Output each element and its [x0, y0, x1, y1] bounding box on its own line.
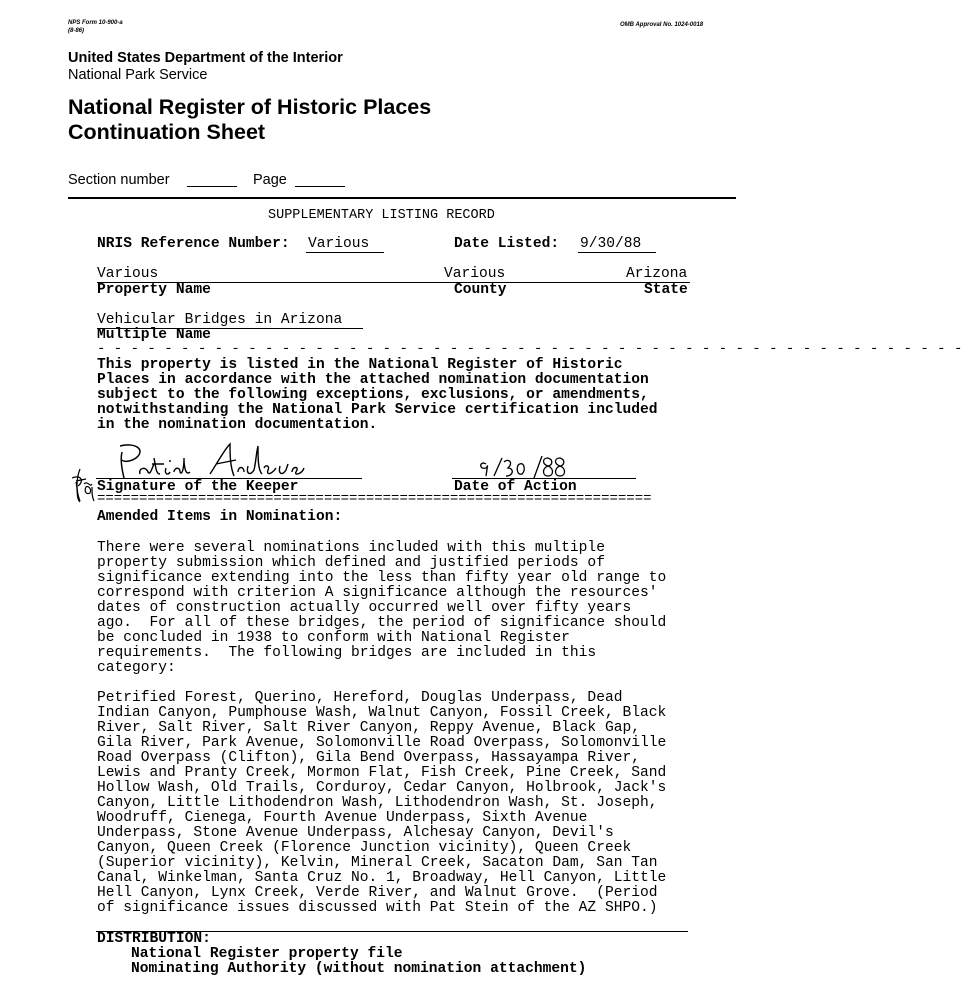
- multiple-name-value: Vehicular Bridges in Arizona: [97, 312, 343, 328]
- amended-line: There were several nominations included with this multiple: [97, 540, 605, 556]
- amended-line: property submission which defined and justified periods of: [97, 555, 605, 571]
- bridge-list-line: Canal, Winkelman, Santa Cruz No. 1, Broadway, Hell Canyon, Little: [97, 870, 667, 886]
- double-rule: ==================================================================: [97, 491, 652, 507]
- page-line: [295, 186, 345, 187]
- amended-line: significance extending into the less than fifty year old range to: [97, 570, 667, 586]
- county-value: Various: [444, 266, 506, 282]
- amended-line: requirements. The following bridges are included in this: [97, 645, 597, 661]
- header-rule: [68, 197, 736, 199]
- amended-heading: Amended Items in Nomination:: [97, 509, 343, 525]
- nris-underline: [306, 252, 384, 253]
- certification-line: notwithstanding the National Park Service certification included: [97, 402, 658, 418]
- distribution-heading: DISTRIBUTION:: [97, 931, 211, 947]
- state-value: Arizona: [626, 266, 688, 282]
- page-title: National Register of Historic Places: [68, 95, 432, 119]
- omb-approval: OMB Approval No. 1024-0018: [620, 22, 704, 28]
- for-mark: [72, 465, 96, 505]
- certification-line: This property is listed in the National Register of Historic: [97, 357, 623, 373]
- certification-line: subject to the following exceptions, exclusions, or amendments,: [97, 387, 649, 403]
- property-name-value: Various: [97, 266, 159, 282]
- date-of-action-label: Date of Action: [454, 479, 577, 495]
- bridge-list-line: of significance issues discussed with Pat Stein of the AZ SHPO.): [97, 900, 658, 916]
- record-heading: SUPPLEMENTARY LISTING RECORD: [268, 208, 495, 223]
- amended-line: category:: [97, 660, 176, 676]
- amended-line: correspond with criterion A significance although the resources': [97, 585, 658, 601]
- bridge-list-line: Woodruff, Cienega, Fourth Avenue Underpass, Sixth Avenue: [97, 810, 588, 826]
- multiple-name-label: Multiple Name: [97, 327, 211, 343]
- county-label: County: [454, 282, 507, 298]
- date-listed-label: Date Listed:: [454, 236, 560, 252]
- form-number: NPS Form 10-900-a: [68, 20, 123, 26]
- bridge-list-line: Gila River, Park Avenue, Solomonville Road Overpass, Solomonville: [97, 735, 667, 751]
- dashed-rule: - - - - - - - - - - - - - - - - - - - - - - - - - - - - - - - - - - - - - - - - - - - - - - - - - - - -: [97, 341, 962, 357]
- section-number-line: [187, 186, 237, 187]
- state-label: State: [644, 282, 688, 298]
- bridge-list-line: Canyon, Little Lithodendron Wash, Lithodendron Wash, St. Joseph,: [97, 795, 658, 811]
- bridge-list-line: Hollow Wash, Old Trails, Corduroy, Cedar Canyon, Holbrook, Jack's: [97, 780, 667, 796]
- bridge-list-line: River, Salt River, Salt River Canyon, Reppy Avenue, Black Gap,: [97, 720, 640, 736]
- certification-line: in the nomination documentation.: [97, 417, 378, 433]
- section-number-label: Section number: [68, 172, 170, 188]
- department-name: United States Department of the Interior: [68, 50, 343, 66]
- bridge-list-line: Road Overpass (Clifton), Gila Bend Overpass, Hassayampa River,: [97, 750, 640, 766]
- bridge-list-line: (Superior vicinity), Kelvin, Mineral Creek, Sacaton Dam, San Tan: [97, 855, 658, 871]
- nris-label: NRIS Reference Number:: [97, 236, 290, 252]
- signature-label: Signature of the Keeper: [97, 479, 299, 495]
- property-name-label: Property Name: [97, 282, 211, 298]
- distribution-item: Nominating Authority (without nomination attachment): [131, 961, 587, 977]
- amended-line: be concluded in 1938 to conform with National Register: [97, 630, 570, 646]
- bridge-list-line: Underpass, Stone Avenue Underpass, Alchesay Canyon, Devil's: [97, 825, 614, 841]
- certification-line: Places in accordance with the attached nomination documentation: [97, 372, 649, 388]
- form-date: (8-86): [68, 28, 85, 34]
- bridge-list-line: Petrified Forest, Querino, Hereford, Douglas Underpass, Dead: [97, 690, 623, 706]
- distribution-item: National Register property file: [131, 946, 403, 962]
- amended-line: dates of construction actually occurred well over fifty years: [97, 600, 632, 616]
- page-label: Page: [253, 172, 287, 188]
- bridge-list-line: Hell Canyon, Lynx Creek, Verde River, and Walnut Grove. (Period: [97, 885, 658, 901]
- date-listed-underline: [578, 252, 656, 253]
- service-name: National Park Service: [68, 67, 208, 83]
- date-listed-value: 9/30/88: [580, 236, 642, 252]
- amended-line: ago. For all of these bridges, the period of significance should: [97, 615, 667, 631]
- nris-value: Various: [308, 236, 370, 252]
- bridge-list-line: Indian Canyon, Pumphouse Wash, Walnut Canyon, Fossil Creek, Black: [97, 705, 667, 721]
- bridge-list-line: Lewis and Pranty Creek, Mormon Flat, Fish Creek, Pine Creek, Sand: [97, 765, 667, 781]
- bridge-list-line: Canyon, Queen Creek (Florence Junction vicinity), Queen Creek: [97, 840, 632, 856]
- page-subtitle: Continuation Sheet: [68, 120, 266, 144]
